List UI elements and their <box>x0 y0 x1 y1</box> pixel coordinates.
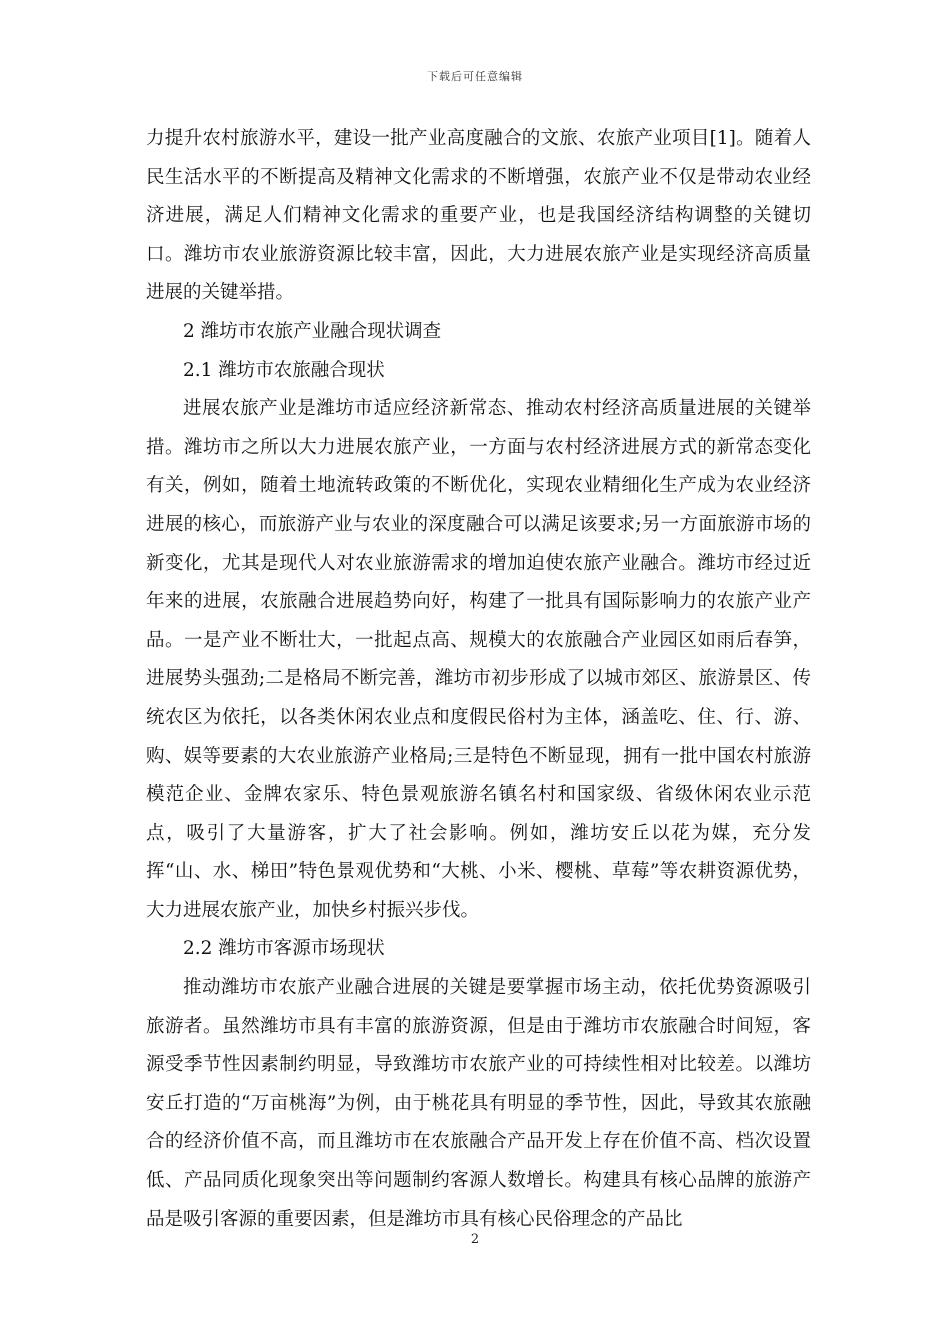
page-header: 下载后可任意编辑 <box>427 70 523 83</box>
section-heading-2-2: 2.2 潍坊市客源市场现状 <box>183 938 385 960</box>
paragraph-continued: 力提升农村旅游水平，建设一批产业高度融合的文旅、农旅产业项目[1]。随着人民生活水平的不断提高及精神文化需求的不断增强，农旅产业不仅是带动农业经济进展，满足人们精神文化需求的重要产业，也是我国经济结构调整的关键切口。潍坊市农业旅游资源比较丰富，因此，大力进展农旅产业是实现经济高质量进展的关键举措。 <box>146 128 811 304</box>
document-body <box>146 120 811 1239</box>
page-number: 2 <box>470 1232 480 1247</box>
paragraph-tourist-market-status: 推动潍坊市农旅产业融合进展的关键是要掌握市场主动，依托优势资源吸引旅游者。虽然潍坊市具有丰富的旅游资源，但是由于潍坊市农旅融合时间短，客源受季节性因素制约明显，导致潍坊市农旅产业的可持续性相对比较差。以潍坊安丘打造的“万亩桃海”为例，由于桃花具有明显的季节性，因此，导致其农旅融合的经济价值不高，而且潍坊市在农旅融合产品开发上存在价值不高、档次设置低、产品同质化现象突出等问题制约客源人数增长。构建具有核心品牌的旅游产品是吸引客源的重要因素，但是潍坊市具有核心民俗理念的产品比 <box>146 977 811 1230</box>
section-heading-2-1: 2.1 潍坊市农旅融合现状 <box>183 359 385 381</box>
paragraph-agri-tourism-status: 进展农旅产业是潍坊市适应经济新常态、推动农村经济高质量进展的关键举措。潍坊市之所以大力进展农旅产业，一方面与农村经济进展方式的新常态变化有关，例如，随着土地流转政策的不断优化，实现农业精细化生产成为农业经济进展的核心，而旅游产业与农业的深度融合可以满足该要求;另一方面旅游市场的新变化，尤其是现代人对农业旅游需求的增加迫使农旅产业融合。潍坊市经过近年来的进展，农旅融合进展趋势向好，构建了一批具有国际影响力的农旅产业产品。一是产业不断壮大，一批起点高、规模大的农旅融合产业园区如雨后春笋，进展势头强劲;二是格局不断完善，潍坊市初步形成了以城市郊区、旅游景区、传统农区为依托，以各类休闲农业点和度假民俗村为主体，涵盖吃、住、行、游、购、娱等要素的大农业旅游产业格局;三是特色不断显现，拥有一批中国农村旅游模范企业、金牌农家乐、特色景观旅游名镇名村和国家级、省级休闲农业示范点，吸引了大量游客，扩大了社会影响。例如，潍坊安丘以花为媒，充分发挥“山、水、梯田”特色景观优势和“大桃、小米、樱桃、草莓”等农耕资源优势，大力进展农旅产业，加快乡村振兴步伐。 <box>146 398 811 921</box>
section-heading-2: 2 潍坊市农旅产业融合现状调查 <box>183 320 442 342</box>
